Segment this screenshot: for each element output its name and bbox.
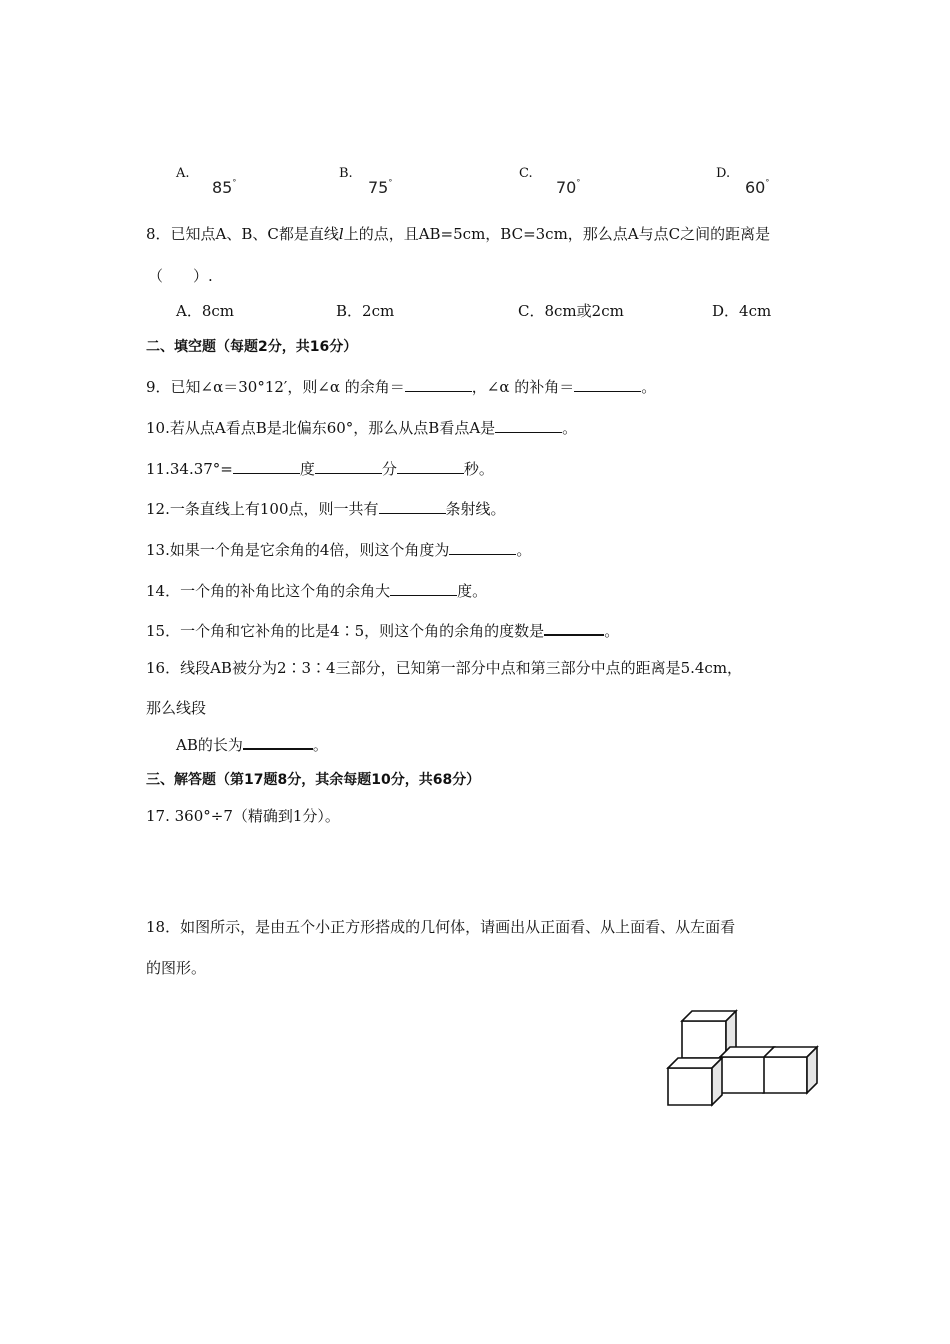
q18-line-2: 的图形。 bbox=[146, 959, 207, 977]
q12-blank bbox=[379, 513, 446, 514]
q14: 14．一个角的补角比这个角的余角大 度。 bbox=[146, 582, 488, 600]
q11-blank-1 bbox=[233, 473, 300, 474]
cube-front-left bbox=[668, 1058, 722, 1105]
section-3-title: 三、解答题（第17题8分，其余每题10分，共68分） bbox=[146, 772, 481, 788]
q9-blank-1 bbox=[405, 391, 472, 392]
q14-blank bbox=[390, 595, 457, 596]
q8-option-a: A．8cm bbox=[176, 302, 235, 320]
q7-option-b-value: 75° bbox=[368, 178, 393, 197]
q12: 12.一条直线上有100点，则一共有 条射线。 bbox=[146, 500, 506, 518]
q7-option-a-label: A. bbox=[176, 166, 190, 181]
section-2-title: 二、填空题（每题2分，共16分） bbox=[146, 339, 358, 355]
q7-option-a-value: 85° bbox=[212, 178, 237, 197]
q8-line-name: l bbox=[338, 225, 344, 243]
q8-paren: （ ）. bbox=[148, 267, 213, 285]
cube-figure bbox=[665, 1008, 825, 1138]
q11: 11.34.37°= 度 分 秒。 bbox=[146, 460, 494, 478]
q11-blank-2 bbox=[315, 473, 382, 474]
q15-blank bbox=[544, 634, 604, 636]
q16-line-1: 16．线段AB被分为2∶3∶4三部分，已知第一部分中点和第三部分中点的距离是5.4cm， bbox=[146, 659, 743, 677]
q7-option-d-value: 60° bbox=[745, 178, 770, 197]
q13: 13.如果一个角是它余角的4倍，则这个角度为 。 bbox=[146, 541, 532, 559]
q8-option-c: C．8cm或2cm bbox=[518, 302, 624, 320]
cube-right-2 bbox=[763, 1047, 817, 1093]
q13-blank bbox=[449, 554, 516, 555]
q10: 10.若从点A看点B是北偏东60°，那么从点B看点A是 。 bbox=[146, 419, 578, 437]
q11-blank-3 bbox=[397, 473, 464, 474]
q16-line-3: AB的长为 。 bbox=[176, 736, 328, 754]
q9: 9．已知∠α＝30°12′，则∠α 的余角＝ ，∠α 的补角＝ 。 bbox=[146, 378, 657, 396]
q15: 15．一个角和它补角的比是4∶5，则这个角的余角的度数是 。 bbox=[146, 622, 620, 640]
q7-option-b-label: B. bbox=[339, 166, 353, 181]
q17: 17. 360°÷7（精确到1分）。 bbox=[146, 807, 340, 825]
q7-option-d-label: D. bbox=[716, 166, 731, 181]
q10-blank bbox=[495, 432, 562, 433]
q9-blank-2 bbox=[574, 391, 641, 392]
q8-option-b: B．2cm bbox=[336, 302, 395, 320]
q8-text: 8．已知点A、B、C都是直线l上的点，且AB=5cm，BC=3cm，那么点A与点C之间的距离是 bbox=[146, 225, 771, 243]
q18-line-1: 18．如图所示，是由五个小正方形搭成的几何体，请画出从正面看、从上面看、从左面看 bbox=[146, 918, 736, 936]
q7-option-c-label: C. bbox=[519, 166, 533, 181]
q16-line-2: 那么线段 bbox=[146, 699, 207, 717]
q8-option-d: D．4cm bbox=[712, 302, 772, 320]
q7-option-c-value: 70° bbox=[556, 178, 581, 197]
q16-blank bbox=[243, 748, 313, 750]
